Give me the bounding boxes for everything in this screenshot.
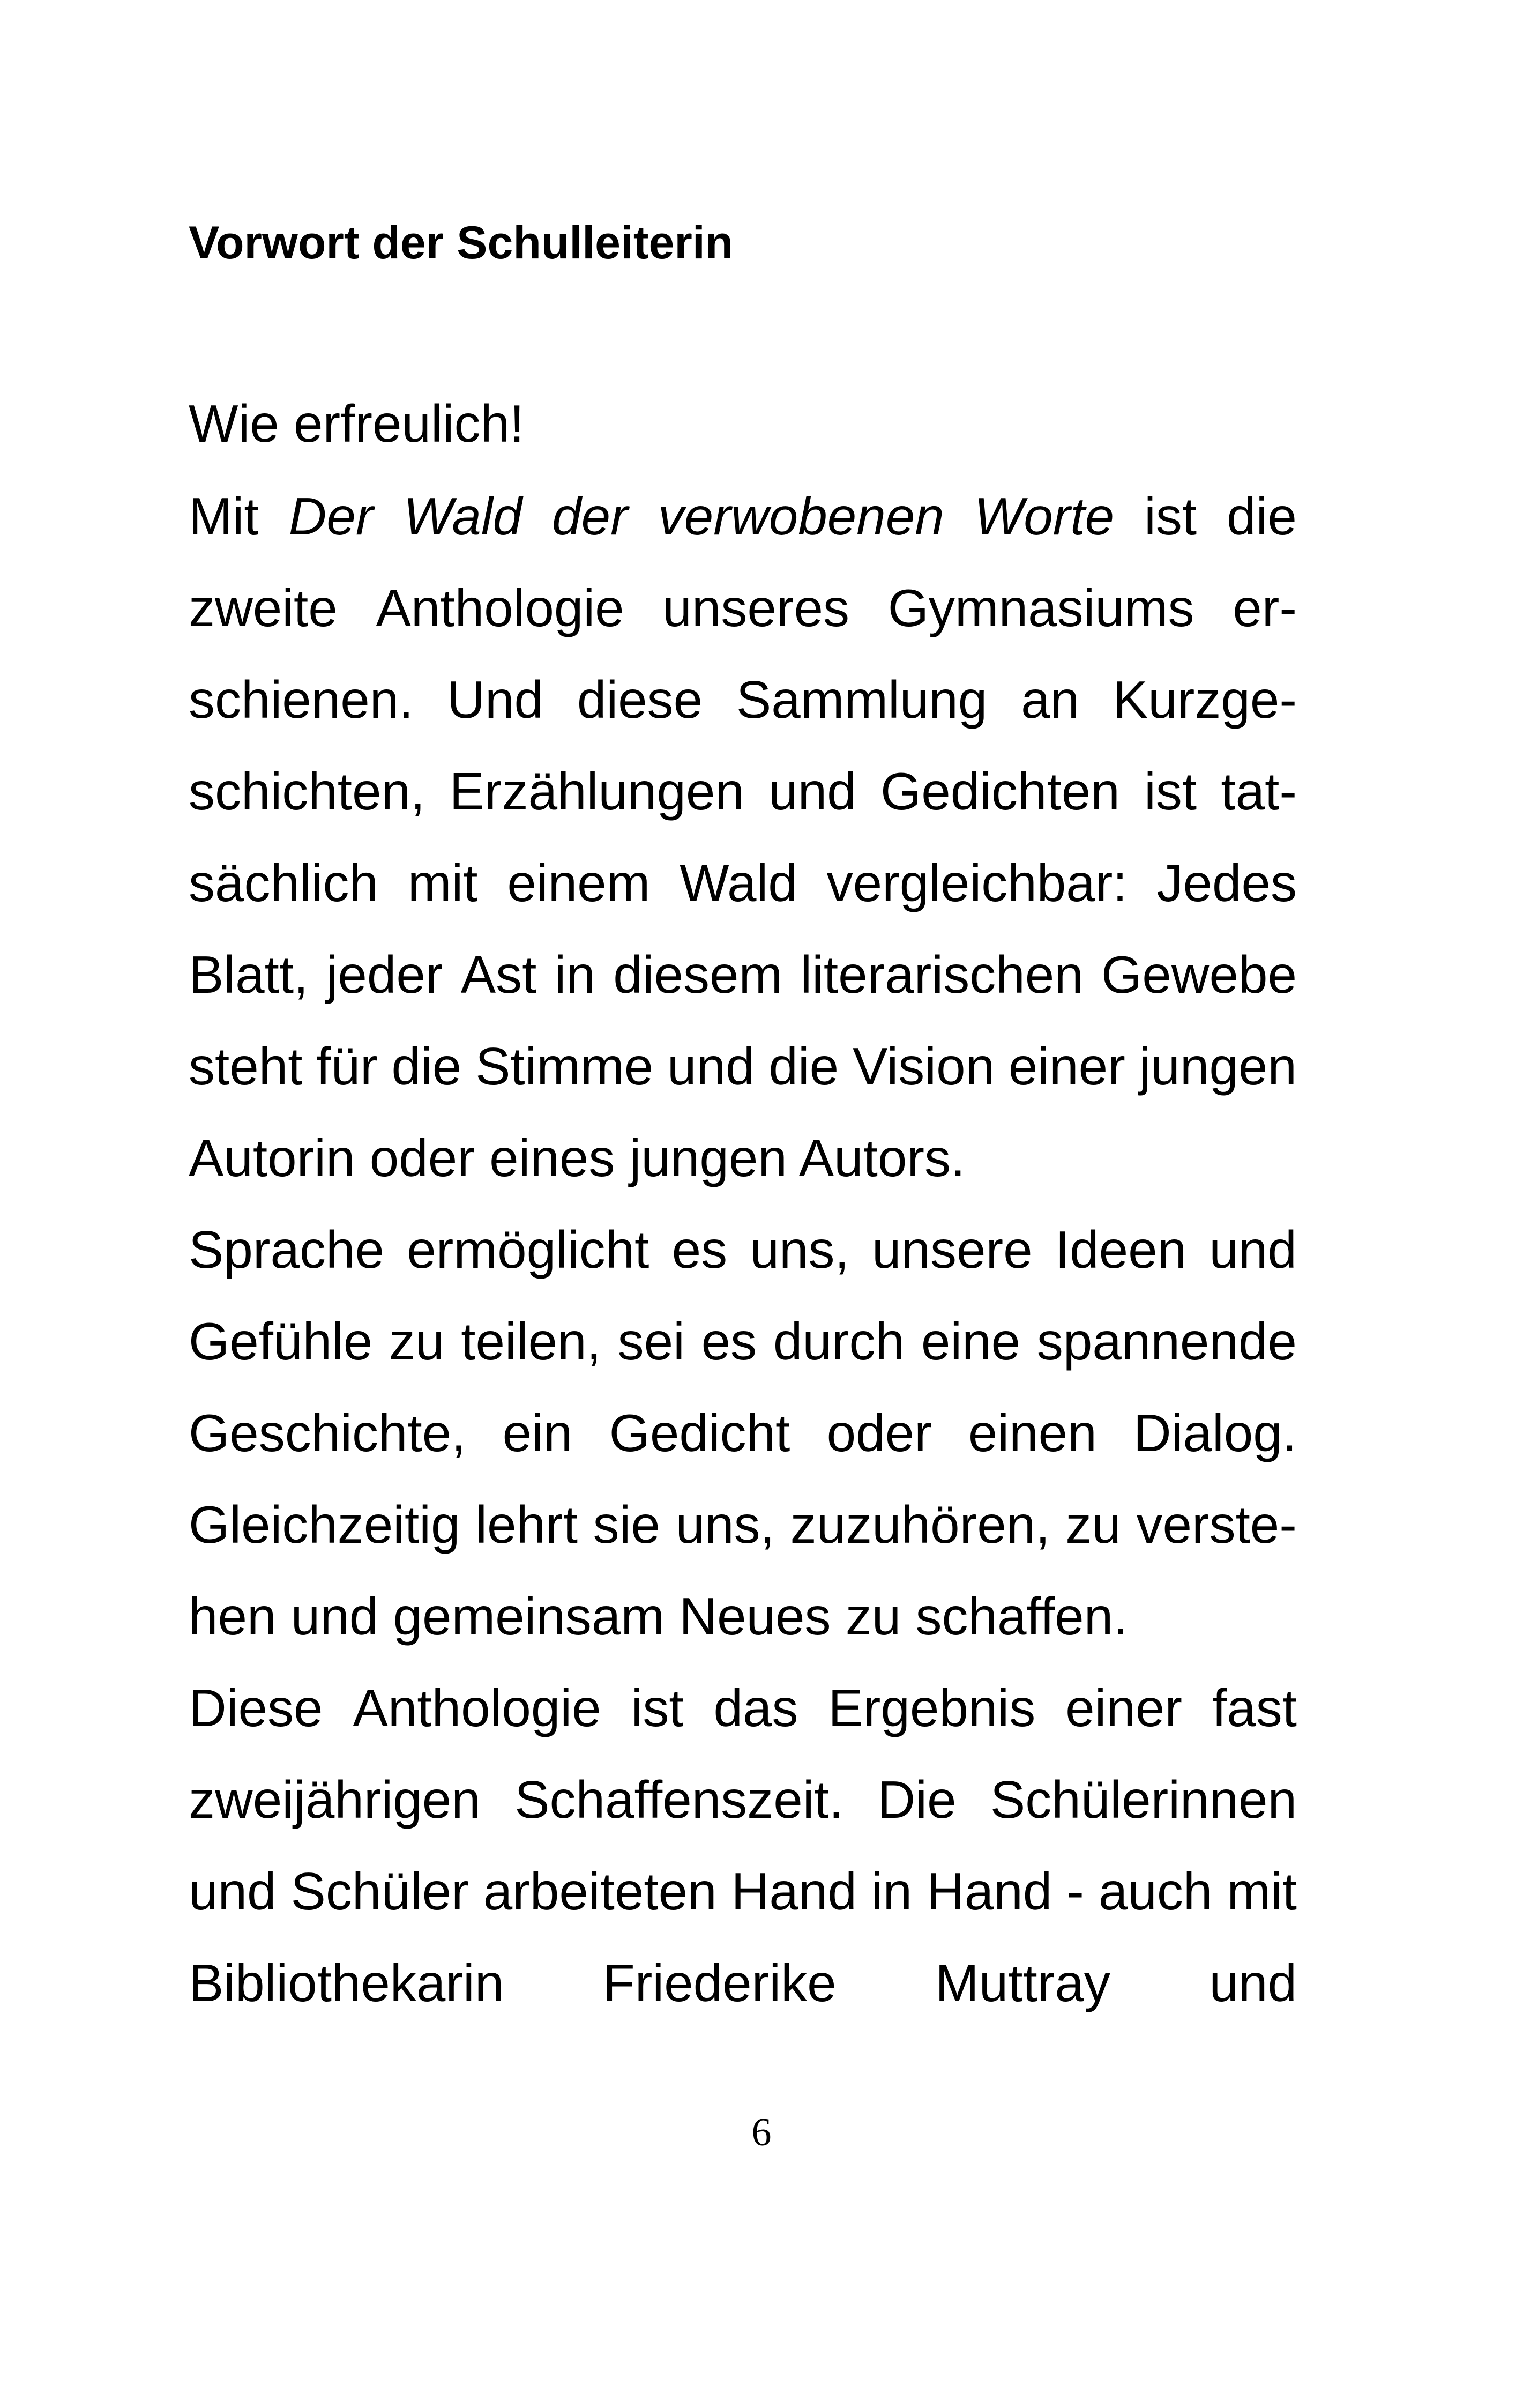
word: sächlich bbox=[189, 853, 379, 912]
word: Anthologie bbox=[376, 578, 624, 637]
word: fast bbox=[1212, 1678, 1297, 1737]
text-line bbox=[189, 1484, 1297, 1565]
word: unsere bbox=[871, 1220, 1033, 1279]
word: zu bbox=[1065, 1495, 1121, 1554]
word: spannende bbox=[1036, 1312, 1297, 1371]
text-line bbox=[189, 843, 1297, 923]
word: Schüler bbox=[290, 1862, 469, 1921]
book-title-word: Worte bbox=[974, 487, 1115, 546]
word: sie bbox=[593, 1495, 660, 1554]
word: Gleichzeitig bbox=[189, 1495, 460, 1554]
word: für bbox=[316, 1037, 378, 1096]
word: Kurzge- bbox=[1113, 670, 1297, 729]
word: Geschichte, bbox=[189, 1403, 466, 1462]
word: in bbox=[871, 1862, 913, 1921]
word: mit bbox=[407, 853, 478, 912]
word: ist bbox=[631, 1678, 684, 1737]
word: Diese bbox=[189, 1678, 323, 1737]
word: Jedes bbox=[1156, 853, 1297, 912]
word: einem bbox=[507, 853, 651, 912]
word: Bibliothekarin bbox=[189, 1953, 504, 2012]
word: Ergebnis bbox=[828, 1678, 1036, 1737]
word: Sammlung bbox=[736, 670, 988, 729]
book-title-word: Wald bbox=[403, 487, 522, 546]
word: in bbox=[554, 945, 595, 1004]
word: eine bbox=[921, 1312, 1021, 1371]
word: steht bbox=[189, 1037, 303, 1096]
paragraph-end-line: hen und gemeinsam Neues zu schaffen. bbox=[189, 1587, 1128, 1646]
text-line bbox=[189, 1118, 1297, 1198]
word: Schülerinnen bbox=[990, 1770, 1297, 1829]
page-title: Vorwort der Schulleiterin bbox=[189, 217, 734, 269]
word: an bbox=[1021, 670, 1080, 729]
paragraph-end-line: Autorin oder eines jungen Autors. bbox=[189, 1128, 966, 1187]
word: Gewebe bbox=[1101, 945, 1297, 1004]
book-title-word: Der bbox=[288, 487, 374, 546]
text-line bbox=[189, 383, 1297, 464]
word: teilen, bbox=[461, 1312, 601, 1371]
book-title-word: verwobenen bbox=[658, 487, 944, 546]
word: Sprache bbox=[189, 1220, 385, 1279]
word: uns, bbox=[750, 1220, 849, 1279]
word: oder bbox=[826, 1403, 932, 1462]
text-line bbox=[189, 1759, 1297, 1840]
word: Vision bbox=[852, 1037, 995, 1096]
word: verste- bbox=[1136, 1495, 1297, 1554]
word: mit bbox=[1227, 1862, 1297, 1921]
word: es bbox=[671, 1220, 728, 1279]
word: Gymnasiums bbox=[887, 578, 1194, 637]
word: die bbox=[1227, 487, 1297, 546]
word: Hand bbox=[731, 1862, 857, 1921]
word: Hand bbox=[927, 1862, 1052, 1921]
word: und bbox=[667, 1037, 755, 1096]
word: einer bbox=[1065, 1678, 1183, 1737]
word: - bbox=[1066, 1862, 1084, 1921]
page-number: 6 bbox=[751, 2110, 772, 2154]
word: Wald bbox=[680, 853, 797, 912]
word: Mit bbox=[189, 487, 259, 546]
word: Ast bbox=[460, 945, 537, 1004]
word: diesem bbox=[613, 945, 783, 1004]
book-title-word: der bbox=[552, 487, 628, 546]
word: unseres bbox=[662, 578, 849, 637]
text-line bbox=[189, 1851, 1297, 1931]
word: schienen. bbox=[189, 670, 414, 729]
word: Und bbox=[447, 670, 544, 729]
text-line bbox=[189, 476, 1297, 556]
word: literarischen bbox=[800, 945, 1084, 1004]
word: ermöglicht bbox=[407, 1220, 649, 1279]
word: ein bbox=[502, 1403, 573, 1462]
word: schichten, bbox=[189, 762, 425, 821]
word: lehrt bbox=[475, 1495, 578, 1554]
word: zweite bbox=[189, 578, 338, 637]
word: Schaffenszeit. bbox=[514, 1770, 843, 1829]
word: es bbox=[701, 1312, 757, 1371]
word: Friederike bbox=[602, 1953, 837, 2012]
word: das bbox=[713, 1678, 798, 1737]
word: einer bbox=[1008, 1037, 1125, 1096]
text-line bbox=[189, 1668, 1297, 1748]
word: einen bbox=[968, 1403, 1097, 1462]
text-line bbox=[189, 934, 1297, 1015]
word: Anthologie bbox=[353, 1678, 601, 1737]
word: Die bbox=[877, 1770, 957, 1829]
word: Stimme bbox=[475, 1037, 654, 1096]
word: Blatt, bbox=[189, 945, 309, 1004]
word: diese bbox=[577, 670, 703, 729]
text-line bbox=[189, 1393, 1297, 1473]
word: zweijährigen bbox=[189, 1770, 481, 1829]
text-line bbox=[189, 1209, 1297, 1290]
word: vergleichbar: bbox=[826, 853, 1128, 912]
word: sei bbox=[617, 1312, 685, 1371]
word: zu bbox=[389, 1312, 445, 1371]
text-line bbox=[189, 1576, 1297, 1656]
word: Ideen bbox=[1055, 1220, 1187, 1279]
word: Gefühle bbox=[189, 1312, 373, 1371]
word: er- bbox=[1233, 578, 1297, 637]
text-line bbox=[189, 659, 1297, 740]
text-line bbox=[189, 1301, 1297, 1381]
word: uns, bbox=[675, 1495, 775, 1554]
word: tat- bbox=[1221, 762, 1297, 821]
word: jungen bbox=[1139, 1037, 1297, 1096]
word: Erzählungen bbox=[449, 762, 744, 821]
word: auch bbox=[1098, 1862, 1213, 1921]
word: zuzuhören, bbox=[790, 1495, 1050, 1554]
word: jeder bbox=[326, 945, 443, 1004]
word: die bbox=[768, 1037, 839, 1096]
word: und bbox=[1209, 1953, 1297, 2012]
word: Dialog. bbox=[1133, 1403, 1297, 1462]
word: Gedichten bbox=[880, 762, 1120, 821]
word: und bbox=[768, 762, 856, 821]
text-line bbox=[189, 1026, 1297, 1106]
word: und bbox=[1209, 1220, 1297, 1279]
text-line bbox=[189, 568, 1297, 648]
word: arbeiteten bbox=[483, 1862, 717, 1921]
text-line bbox=[189, 751, 1297, 831]
word: ist bbox=[1144, 487, 1197, 546]
intro-exclamation: Wie erfreulich! bbox=[189, 394, 525, 453]
word: durch bbox=[773, 1312, 905, 1371]
word: Muttray bbox=[935, 1953, 1110, 2012]
word: und bbox=[189, 1862, 277, 1921]
text-line bbox=[189, 1943, 1297, 2023]
word: ist bbox=[1144, 762, 1197, 821]
word: die bbox=[391, 1037, 462, 1096]
word: Gedicht bbox=[609, 1403, 790, 1462]
